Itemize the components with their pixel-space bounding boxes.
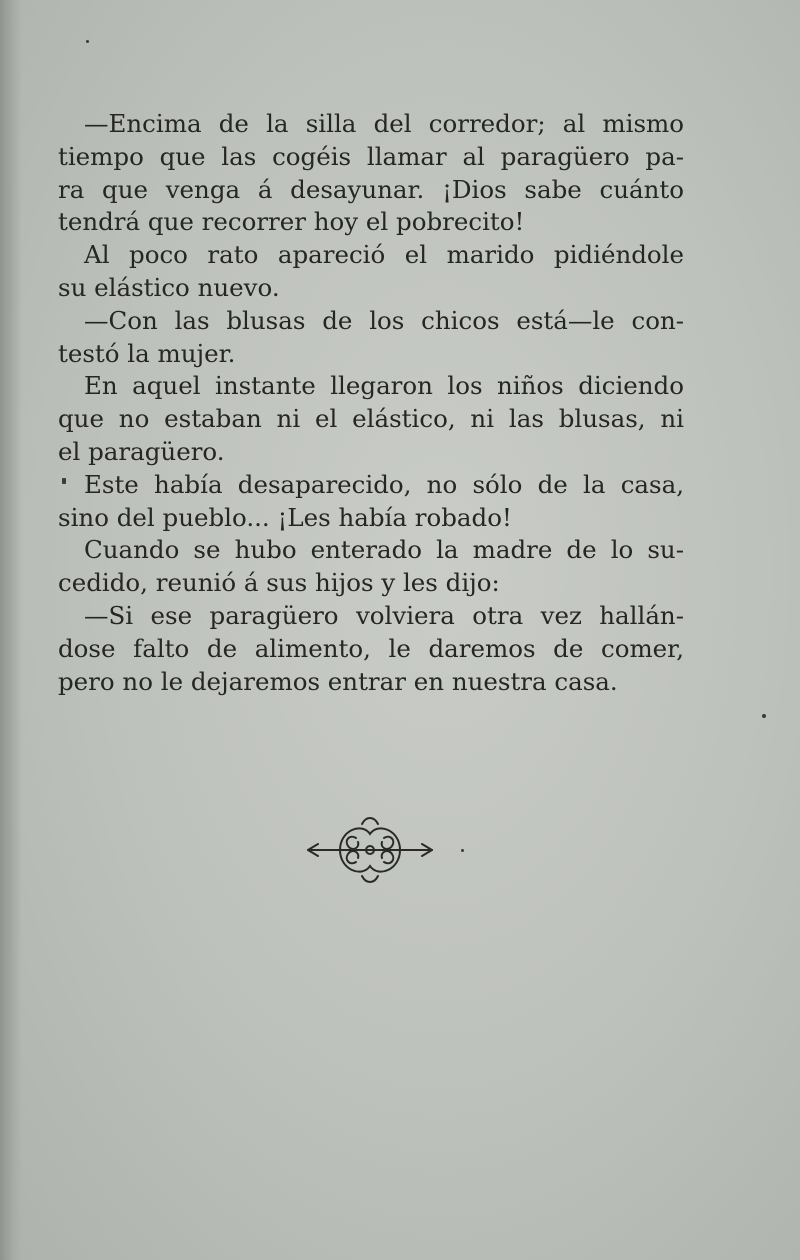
text-line: —Encima de la silla del corredor; al mismo bbox=[84, 109, 684, 138]
text-line: testó la mujer. bbox=[58, 338, 236, 368]
text-line: su elástico nuevo. bbox=[58, 272, 280, 302]
text-line: —Con las blusas de los chicos está—le con- bbox=[84, 305, 684, 335]
paper-speck bbox=[62, 478, 66, 484]
text-line: tiempo que las cogéis llamar al paragüero pa- bbox=[58, 141, 684, 171]
paper-speck bbox=[461, 849, 464, 852]
paper-speck bbox=[762, 714, 766, 718]
text-line: sino del pueblo... ¡Les había robado! bbox=[58, 502, 512, 532]
text-line: el paragüero. bbox=[58, 436, 225, 466]
paper-speck bbox=[86, 40, 89, 43]
text-line: tendrá que recorrer hoy el pobrecito! bbox=[58, 207, 525, 237]
text-line: cedido, reunió á sus hijos y les dijo: bbox=[58, 568, 500, 598]
text-line: En aquel instante llegaron los niños diciendo bbox=[84, 371, 684, 401]
text-line: pero no le dejaremos entrar en nuestra casa. bbox=[58, 666, 618, 696]
text-line: dose falto de alimento, le daremos de comer, bbox=[58, 633, 684, 663]
text-line: Cuando se hubo enterado la madre de lo su- bbox=[84, 535, 684, 565]
page-gutter-shadow bbox=[0, 0, 22, 1260]
text-line: que no estaban ni el elástico, ni las blusas, ni bbox=[58, 404, 684, 434]
text-line: ra que venga á desayunar. ¡Dios sabe cuánto bbox=[58, 174, 684, 204]
page-text bbox=[58, 108, 684, 698]
text-line: Este había desaparecido, no sólo de la casa, bbox=[84, 469, 684, 499]
fleuron-ornament-icon bbox=[300, 808, 440, 888]
text-line: Al poco rato apareció el marido pidiéndole bbox=[84, 240, 684, 270]
text-line: —Si ese paragüero volviera otra vez hallán- bbox=[84, 600, 684, 630]
